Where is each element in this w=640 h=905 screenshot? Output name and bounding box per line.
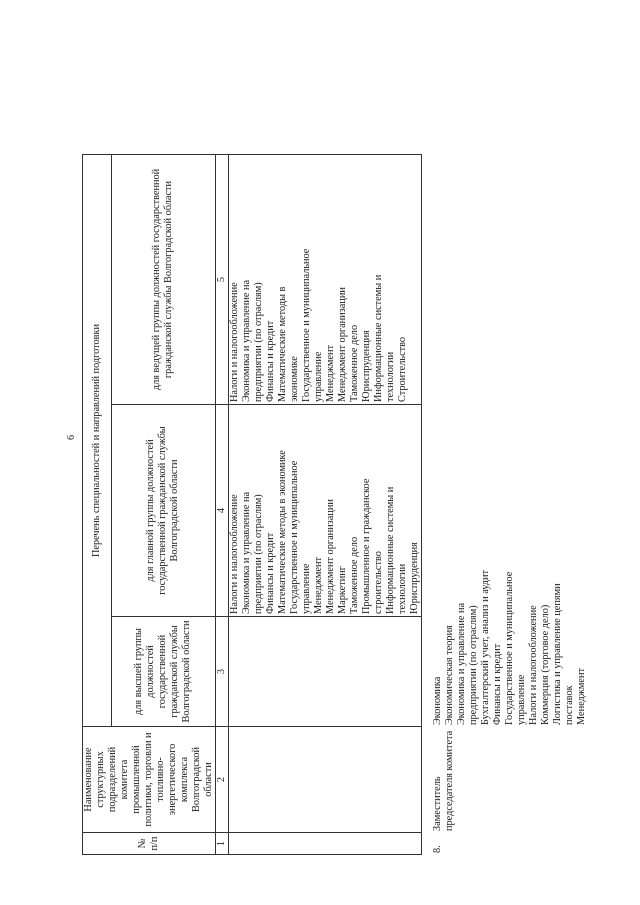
header-row-1	[83, 155, 112, 855]
list-item: экономике	[289, 356, 300, 402]
list-item: Бухгалтерский учет, анализ и аудит	[480, 569, 491, 725]
list-item: Логистика и управление цепями	[552, 583, 563, 725]
list-item: Государственное и муниципальное	[301, 248, 312, 402]
list-item: Таможенное дело	[349, 324, 360, 402]
list-item: поставок	[564, 685, 575, 725]
header-list: Перечень специальностей и направлений подготовки	[83, 155, 112, 727]
list-item: предприятии (по отраслям)	[253, 282, 264, 402]
row-lead-list	[432, 155, 588, 405]
header-n3: 3	[216, 617, 229, 727]
list-item: Юриспруденция	[409, 542, 420, 614]
list-item: Налоги и налогообложение	[528, 605, 539, 725]
table-row	[432, 155, 588, 855]
list-item: Финансы и кредит	[492, 643, 503, 725]
list-item: Строительство	[397, 336, 408, 402]
list-item: предприятии (по отраслям)	[253, 494, 264, 614]
rotated-table-page	[82, 50, 592, 855]
list-item: строительство	[373, 551, 384, 614]
header-lead: для ведущей группы должностей государственной гражданской службы Волгоградской области	[111, 155, 215, 405]
header-n4: 4	[216, 405, 229, 617]
list-item: Финансы и кредит	[265, 532, 276, 614]
header-senior: для высшей группы должностей государственной гражданской службы Волгоградской области	[111, 617, 215, 727]
list-item: Менеджмент организации	[325, 499, 336, 614]
row-chief-list	[229, 405, 422, 617]
header-numbers-row	[216, 155, 229, 855]
list-item: предприятии (по отраслям)	[468, 605, 479, 725]
page-number: 6	[66, 435, 77, 440]
list-item: Математические методы в	[277, 286, 288, 402]
list-item: Экономика и управление на	[456, 602, 467, 725]
header-chief: для главной группы должностей государственной гражданской службы Волгоградской области	[111, 405, 215, 617]
list-item: Налоги и налогообложение	[229, 282, 240, 402]
list-item: Менеджмент организации	[337, 287, 348, 402]
list-item: Таможенное дело	[349, 536, 360, 614]
header-n5: 5	[216, 155, 229, 405]
list-item: управление	[516, 674, 527, 725]
row-senior-list	[229, 617, 422, 727]
list-item: Коммерция (торговое дело)	[540, 604, 551, 725]
list-item: Государственное и муниципальное	[289, 460, 300, 614]
list-item: Маркетинг	[337, 566, 348, 614]
list-item: Финансы и кредит	[265, 320, 276, 402]
list-item: Математические методы в экономике	[277, 450, 288, 614]
list-item: управление	[301, 563, 312, 614]
table-row	[229, 155, 422, 855]
list-item: Менеджмент	[325, 345, 336, 402]
list-item: Налоги и налогообложение	[229, 494, 240, 614]
row-dept: Заместитель председателя комитета	[432, 730, 455, 831]
header-num: № п/п	[83, 833, 216, 855]
row-dept	[229, 727, 422, 833]
list-item: Государственное и муниципальное	[504, 571, 515, 725]
header-dept: Наименование структурных подразделений комитета промышленной политики, торговли и топливно-энергетического комплекса Волгоградской области	[83, 727, 216, 833]
list-item: Юриспруденция	[361, 330, 372, 402]
list-item: Информационные системы и	[373, 274, 384, 402]
list-item: Экономика и управление на	[241, 279, 252, 402]
list-item: технологии	[385, 351, 396, 402]
list-item: Экономика	[432, 676, 443, 725]
row-num: 8.	[432, 845, 443, 853]
row-8-unboxed	[432, 155, 588, 855]
header-n2: 2	[216, 727, 229, 833]
row-num	[229, 833, 422, 855]
list-item: Менеджмент	[576, 668, 587, 725]
list-item: Промышленное и гражданское	[361, 478, 372, 614]
list-item: Экономическая теория	[444, 625, 455, 725]
specialties-table	[82, 154, 422, 855]
row-lead-list	[229, 155, 422, 405]
list-item: управление	[313, 351, 324, 402]
list-item: технологии	[397, 563, 408, 614]
list-item: Менеджмент	[313, 557, 324, 614]
list-item: Информационные системы и	[385, 486, 396, 614]
header-n1: 1	[216, 833, 229, 855]
list-item: Экономика и управление на	[241, 491, 252, 614]
row-senior-list	[432, 405, 588, 727]
